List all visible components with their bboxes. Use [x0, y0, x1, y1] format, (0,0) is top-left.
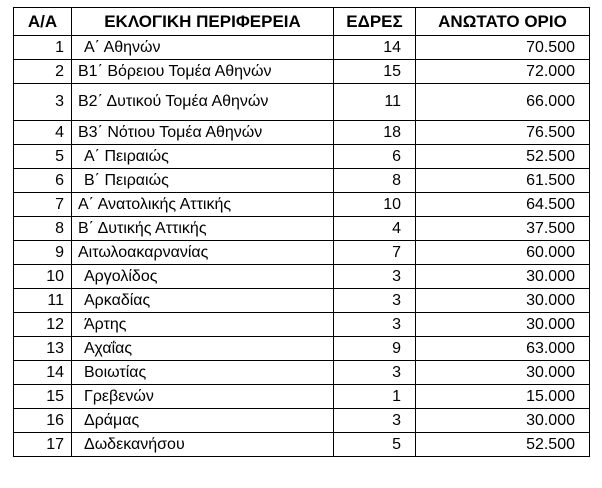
- max-value: 30.000: [416, 361, 590, 385]
- seats-value: 7: [334, 241, 416, 265]
- max-value: 61.500: [416, 169, 590, 193]
- max-value: 30.000: [416, 289, 590, 313]
- row-number: 7: [14, 193, 72, 217]
- seats-value: 3: [334, 313, 416, 337]
- max-value: 52.500: [416, 145, 590, 169]
- region-name: Άρτης: [72, 313, 334, 337]
- table-row: [14, 84, 590, 121]
- row-number: 17: [14, 433, 72, 457]
- row-number: 14: [14, 361, 72, 385]
- region-name: Β΄ Δυτικής Αττικής: [72, 217, 334, 241]
- max-value: 30.000: [416, 409, 590, 433]
- row-number: 2: [14, 60, 72, 84]
- region-name: Α΄ Πειραιώς: [72, 145, 334, 169]
- seats-value: 5: [334, 433, 416, 457]
- seats-value: 3: [334, 265, 416, 289]
- table-row: [14, 193, 590, 217]
- seats-value: 14: [334, 36, 416, 60]
- table-row: [14, 313, 590, 337]
- row-number: 6: [14, 169, 72, 193]
- seats-value: 3: [334, 289, 416, 313]
- table-row: [14, 433, 590, 457]
- row-number: 15: [14, 385, 72, 409]
- row-number: 16: [14, 409, 72, 433]
- region-name: Δωδεκανήσου: [72, 433, 334, 457]
- row-number: 3: [14, 84, 72, 121]
- region-name: Αχαΐας: [72, 337, 334, 361]
- seats-value: 3: [334, 409, 416, 433]
- seats-value: 9: [334, 337, 416, 361]
- row-number: 13: [14, 337, 72, 361]
- seats-value: 8: [334, 169, 416, 193]
- table-row: [14, 169, 590, 193]
- table-row: [14, 385, 590, 409]
- max-value: 15.000: [416, 385, 590, 409]
- seats-value: 10: [334, 193, 416, 217]
- row-number: 12: [14, 313, 72, 337]
- max-value: 63.000: [416, 337, 590, 361]
- table-header-row: [14, 8, 590, 36]
- region-name: Β3΄ Νότιου Τομέα Αθηνών: [72, 121, 334, 145]
- row-number: 9: [14, 241, 72, 265]
- seats-value: 18: [334, 121, 416, 145]
- seats-value: 6: [334, 145, 416, 169]
- table-row: [14, 289, 590, 313]
- region-name: Β2΄ Δυτικού Τομέα Αθηνών: [72, 84, 334, 121]
- seats-value: 11: [334, 84, 416, 121]
- seats-value: 15: [334, 60, 416, 84]
- row-number: 1: [14, 36, 72, 60]
- max-value: 64.500: [416, 193, 590, 217]
- region-name: Βοιωτίας: [72, 361, 334, 385]
- electoral-districts-table: [13, 7, 590, 457]
- max-value: 70.500: [416, 36, 590, 60]
- table-row: [14, 217, 590, 241]
- table-row: [14, 241, 590, 265]
- region-name: Γρεβενών: [72, 385, 334, 409]
- table-row: [14, 337, 590, 361]
- region-name: Αρκαδίας: [72, 289, 334, 313]
- header-aa: Α/Α: [14, 8, 72, 36]
- row-number: 11: [14, 289, 72, 313]
- region-name: Β1΄ Βόρειου Τομέα Αθηνών: [72, 60, 334, 84]
- region-name: Αιτωλοακαρνανίας: [72, 241, 334, 265]
- max-value: 37.500: [416, 217, 590, 241]
- seats-value: 3: [334, 361, 416, 385]
- max-value: 52.500: [416, 433, 590, 457]
- row-number: 4: [14, 121, 72, 145]
- region-name: Α΄ Ανατολικής Αττικής: [72, 193, 334, 217]
- table-row: [14, 121, 590, 145]
- header-region: ΕΚΛΟΓΙΚΗ ΠΕΡΙΦΕΡΕΙΑ: [72, 8, 334, 36]
- table-row: [14, 265, 590, 289]
- table-row: [14, 60, 590, 84]
- table-row: [14, 145, 590, 169]
- max-value: 30.000: [416, 313, 590, 337]
- region-name: Β΄ Πειραιώς: [72, 169, 334, 193]
- region-name: Αργολίδος: [72, 265, 334, 289]
- row-number: 5: [14, 145, 72, 169]
- table-row: [14, 409, 590, 433]
- seats-value: 4: [334, 217, 416, 241]
- header-max: ΑΝΩΤΑΤΟ ΟΡΙΟ: [416, 8, 590, 36]
- row-number: 8: [14, 217, 72, 241]
- region-name: Δράμας: [72, 409, 334, 433]
- header-seats: ΕΔΡΕΣ: [334, 8, 416, 36]
- max-value: 72.000: [416, 60, 590, 84]
- region-name: Α΄ Αθηνών: [72, 36, 334, 60]
- max-value: 76.500: [416, 121, 590, 145]
- table-row: [14, 36, 590, 60]
- row-number: 10: [14, 265, 72, 289]
- max-value: 30.000: [416, 265, 590, 289]
- max-value: 60.000: [416, 241, 590, 265]
- max-value: 66.000: [416, 84, 590, 121]
- table-row: [14, 361, 590, 385]
- seats-value: 1: [334, 385, 416, 409]
